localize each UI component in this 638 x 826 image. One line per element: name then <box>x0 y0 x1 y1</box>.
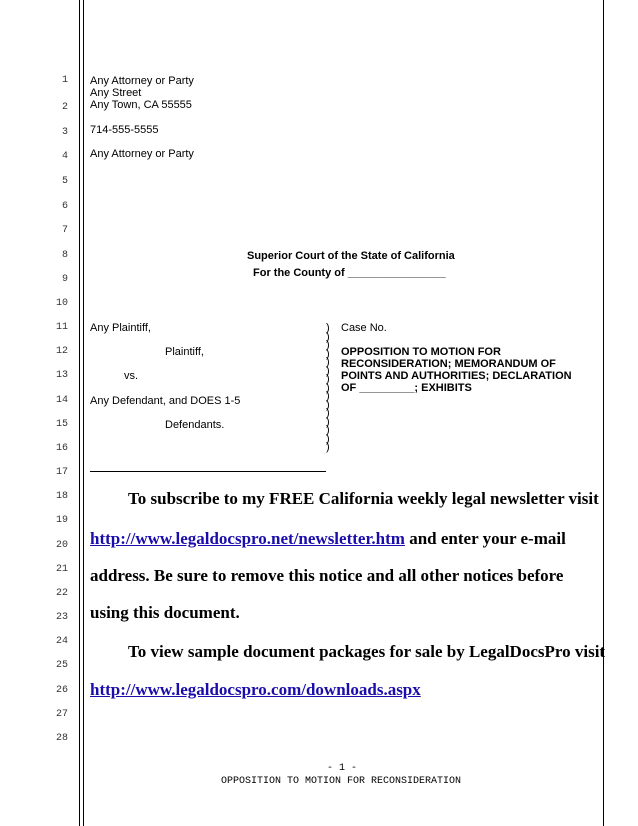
line-number: 25 <box>55 660 68 671</box>
line-number: 13 <box>55 370 68 381</box>
right-margin-rule <box>603 0 604 826</box>
line-number: 7 <box>61 225 68 236</box>
notice-line-5: To view sample document packages for sale by LegalDocsPro visit <box>128 642 606 661</box>
notice-line-1: To subscribe to my FREE California weekly legal newsletter visit <box>128 489 599 508</box>
notice-line-2 <box>90 529 566 549</box>
plaintiff-role: Plaintiff, <box>165 346 204 358</box>
notice-line-4: using this document. <box>90 603 240 622</box>
line-number: 23 <box>55 612 68 623</box>
line-number: 12 <box>55 346 68 357</box>
line-number: 10 <box>55 298 68 309</box>
notice-line-2-rest: and enter your e-mail <box>404 529 566 548</box>
line-number: 6 <box>61 201 68 212</box>
line-number: 3 <box>61 127 68 138</box>
document-title-line-4: OF _________; EXHIBITS <box>341 382 472 394</box>
court-county: For the County of ________________ <box>253 267 446 279</box>
document-title-line-2: RECONSIDERATION; MEMORANDUM OF <box>341 358 556 370</box>
attorney-city: Any Town, CA 55555 <box>90 99 192 111</box>
line-number: 28 <box>55 733 68 744</box>
line-number: 19 <box>55 515 68 526</box>
line-number: 27 <box>55 709 68 720</box>
caption-underline <box>90 471 326 472</box>
page-number: - 1 - <box>327 763 358 774</box>
line-number: 4 <box>61 151 68 162</box>
line-number: 20 <box>55 540 68 551</box>
line-number: 2 <box>61 102 68 113</box>
attorney-for: Any Attorney or Party <box>90 148 194 160</box>
defendant-role: Defendants. <box>165 419 225 431</box>
attorney-phone: 714-555-5555 <box>90 124 159 136</box>
notice-line-6 <box>90 680 421 700</box>
line-number: 18 <box>55 491 68 502</box>
footer-title: OPPOSITION TO MOTION FOR RECONSIDERATION <box>221 776 462 787</box>
line-number: 16 <box>55 443 68 454</box>
court-name: Superior Court of the State of California <box>247 250 455 262</box>
line-number: 8 <box>61 250 68 261</box>
case-number-label: Case No. <box>341 322 387 334</box>
line-number: 17 <box>55 467 68 478</box>
newsletter-link[interactable]: http://www.legaldocspro.net/newsletter.htm <box>90 529 405 548</box>
line-number: 24 <box>55 636 68 647</box>
line-number: 15 <box>55 419 68 430</box>
attorney-name: Any Attorney or Party <box>90 75 194 87</box>
downloads-link[interactable]: http://www.legaldocspro.com/downloads.aspx <box>90 680 421 699</box>
left-margin-rule-inner <box>83 0 84 826</box>
attorney-street: Any Street <box>90 87 142 99</box>
document-title-line-1: OPPOSITION TO MOTION FOR <box>341 346 501 358</box>
line-number: 21 <box>55 564 68 575</box>
defendant-name: Any Defendant, and DOES 1-5 <box>90 395 241 407</box>
caption-parenthesis-column: ) ) ) ) ) ) ) ) ) ) ) ) ) ) ) <box>326 322 330 453</box>
plaintiff-name: Any Plaintiff, <box>90 322 151 334</box>
notice-line-3: address. Be sure to remove this notice and all other notices before <box>90 566 564 585</box>
document-title-line-3: POINTS AND AUTHORITIES; DECLARATION <box>341 370 572 382</box>
line-number: 1 <box>61 75 68 86</box>
line-number: 5 <box>61 176 68 187</box>
line-number: 14 <box>55 395 68 406</box>
line-number: 26 <box>55 685 68 696</box>
left-margin-rule-outer <box>79 0 80 826</box>
versus-label: vs. <box>124 370 139 382</box>
line-number: 22 <box>55 588 68 599</box>
line-number: 11 <box>55 322 68 333</box>
line-number: 9 <box>61 274 68 285</box>
